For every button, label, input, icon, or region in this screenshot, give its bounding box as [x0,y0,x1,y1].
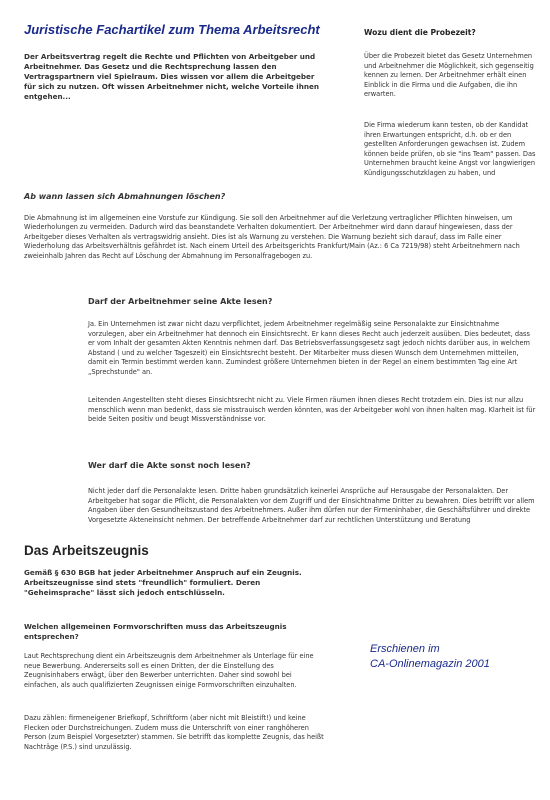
publication-line: CA-Onlinemagazin 2001 [370,658,490,670]
zeugnis-paragraph: Laut Rechtsprechung dient ein Arbeitszeugnis dem Arbeitnehmer als Unterlage für eine neue Bewerbung. Andererseits soll es einen Dritten, der die Einstellung des Zeugnisinhabers erwägt, über den Bewerber unterrichten. Daher sind sowohl bei einfachen, als auch qualifizierten Zeugnissen einige Formvorschriften einzuhalten. [24,652,314,689]
section-text-akte: Leitenden Angestellten steht dieses Einsichtsrecht nicht zu. Viele Firmen räumen ihnen dieses Recht trotzdem ein. Dies ist nur allzu menschlich wenn man bedenkt, dass sie misstrauisch werden könnten, was der Arbeitgeber wohl von ihnen halten mag. Klarheit ist für beide Seiten positiv und beugt Missverständnisse vor. [88,396,536,423]
sidebar-paragraph: Über die Probezeit bietet das Gesetz Unternehmen und Arbeitnehmer die Möglichkeit, sich gegenseitig kennen zu lernen. Der Arbeitnehmer erhält einen Einblick in die Firma und die Aufgaben, die ihn erwarten. [364,52,534,99]
section-text-wer: Nicht jeder darf die Personalakte lesen. Dritte haben grundsätzlich keinerlei Ansprüche auf Herausgabe der Personalakten. Der Arbeitgeber hat sogar die Pflicht, die Personalakten vor dem Zugriff und der Einsichtnahme Dritter zu bewahren. Dies betrifft vor allem Angaben über den Gesundheitszustand des Arbeitnehmers. Außer ihm dürfen nur der Firmeninhaber, die Geschäftsführer und direkte Vorgesetzte Akteneinsicht nehmen. Der betreffende Arbeitnehmer darf zur rechtlichen Unterstützung und Beratung [88,487,535,524]
zeugnis-subheading: Welchen allgemeinen Formvorschriften muss das Arbeitszeugnis entsprechen? [24,622,287,641]
sidebar-paragraph: Die Firma wiederum kann testen, ob der Kandidat ihren Erwartungen entspricht, d.h. ob er den gestellten Anforderungen gewachsen ist. Zudem können beide prüfen, ob sie "ins Team" passen. Das Unternehmen braucht keine Angst vor langwierigen Kündigungsschutzklagen zu haben, und [364,121,536,177]
zeugnis-paragraph: Dazu zählen: firmeneigener Briefkopf, Schriftform (aber nicht mit Bleistift!) und keine Flecken oder Durchstreichungen. Zudem muss die Unterschrift von einer ranghöheren Person (zum Beispiel Vorgesetzter) stammen. Sie betrifft das komplette Zeugnis, das heißt Nachträge (P.S.) sind unzulässig. [24,714,324,751]
section-heading-zeugnis: Das Arbeitszeugnis [24,543,149,558]
article-intro: Der Arbeitsvertrag regelt die Rechte und Pflichten von Arbeitgeber und Arbeitnehmer. Das Gesetz und die Rechtsprechung lassen den Vertragspartnern viel Spielraum. Dies wissen vor allem die Arbeitgeber für sich zu nutzen. Oft wissen Arbeitnehmer nicht, welche Vorteile ihnen entgehen... [24,52,319,101]
article-title: Juristische Fachartikel zum Thema Arbeitsrecht [24,22,320,37]
publication-note [370,642,530,672]
section-text-akte: Ja. Ein Unternehmen ist zwar nicht dazu verpflichtet, jedem Arbeitnehmer regelmäßig seine Personalakte zur Einsichtnahme vorzulegen, aber ein Arbeitnehmer hat dennoch ein Einsichtsrecht. Er kann dieses Recht auch jederzeit ausüben. Dies bedeutet, dass er vom Inhalt der gesamten Akten Kenntnis nehmen darf. Das Betriebsverfassungsgesetz sagt jedoch nichts darüber aus, in welchem Abstand ( und zu welcher Tageszeit) ein Einsichtsrecht besteht. Der Mitarbeiter muss diesen Wunsch dem Unternehmen mitteilen, damit ein Termin bestimmt werden kann. Zumindest größere Unternehmen bieten in der Regel an einem bestimmten Tag eine Art „Sprechstunde" an. [88,320,530,376]
section-text-abmahnung: Die Abmahnung ist im allgemeinen eine Vorstufe zur Kündigung. Sie soll den Arbeitnehmer auf die Verletzung vertraglicher Pflichten hinweisen, um Wiederholungen zu vermeiden. Dadurch wird das beanstandete Verhalten dokumentiert. Der Arbeitnehmer wird dann darauf hingewiesen, dass der Arbeitgeber dieses Verhalten als vertragswidrig ansieht. Dies ist als Warnung zu verstehen. Die Warnung bezieht sich darauf, dass im Falle einer Wiederholung das Arbeitsverhältnis gefährdet ist. Nach einem Urteil des Arbeitsgerichts Frankfurt/Main (Az.: 6 Ca 7219/98) steht Arbeitnehmern nach zweieinhalb Jahren das Recht auf Löschung der Abmahnung im Personalfragebogen zu. [24,214,520,260]
publication-line: Erschienen im [370,643,440,655]
section-heading-wer: Wer darf die Akte sonst noch lesen? [88,461,251,470]
section-heading-akte: Darf der Arbeitnehmer seine Akte lesen? [88,297,273,306]
sidebar-heading: Wozu dient die Probezeit? [364,28,476,37]
zeugnis-intro: Gemäß § 630 BGB hat jeder Arbeitnehmer Anspruch auf ein Zeugnis. Arbeitszeugnisse sind stets "freundlich" formuliert. Deren "Geheimsprache" lässt sich jedoch entschlüsseln. [24,568,302,597]
section-heading-abmahnung: Ab wann lassen sich Abmahnungen löschen? [24,192,226,201]
